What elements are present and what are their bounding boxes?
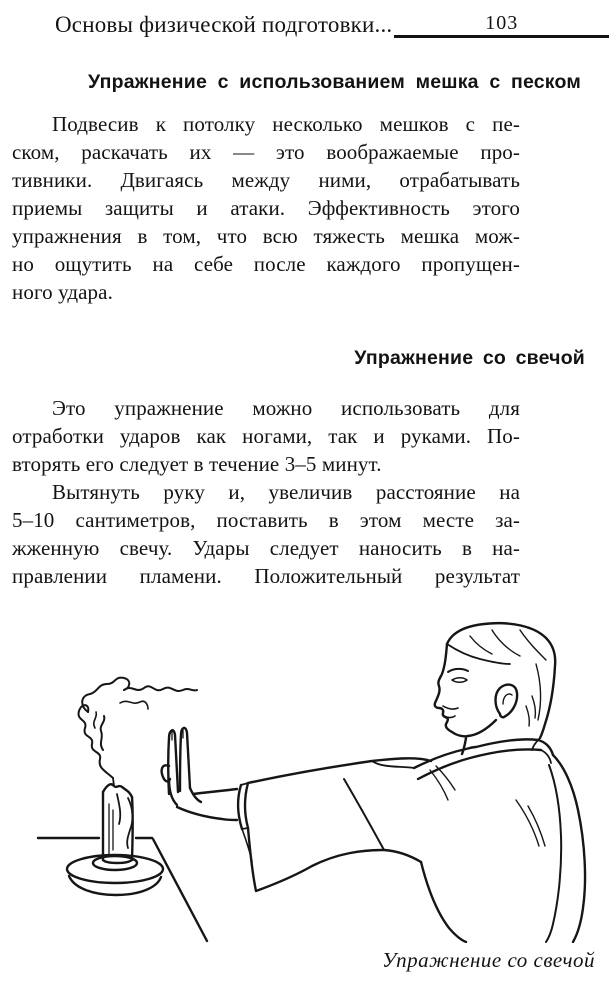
man-head [435, 623, 555, 754]
text-line: но ощутить на себе после каждого пропущен- [12, 252, 520, 276]
forearm [177, 789, 237, 820]
text-line: упражнения в том, что всю тяжесть мешка мож- [12, 224, 520, 248]
candle [103, 778, 133, 863]
text-column [12, 394, 520, 590]
text-line: жженную свечу. Удары следует наносить в на- [12, 536, 520, 560]
figure-caption: Упражнение со свечой [382, 948, 595, 972]
running-header-title: Основы физической подготовки... [55, 12, 393, 37]
gi-collar [414, 739, 553, 779]
man-torso [372, 755, 585, 942]
candle-holder [67, 855, 163, 895]
section-heading-sandbag: Упражнение с использованием мешка с песком [88, 71, 581, 93]
text-line: ного удара. [12, 280, 113, 304]
page-number: 103 [485, 12, 519, 34]
text-line: вторять его следует в течение 3–5 минут. [12, 452, 382, 476]
text-line: Подвесив к потолку несколько мешков с пе- [52, 112, 520, 136]
candle-strike-illustration [0, 608, 609, 943]
text-line: отработки ударов как ногами, так и руками. По- [12, 424, 520, 448]
text-line: приемы защиты и атаки. Эффективность этого [12, 196, 520, 220]
paragraph-candle-method [12, 478, 520, 590]
paragraph-sandbag [12, 110, 520, 306]
text-line: тивники. Двигаясь между ними, отрабатывать [12, 168, 520, 192]
text-line: Это упражнение можно использовать для [52, 396, 520, 420]
page-number-rule [394, 12, 609, 38]
text-line: правлении пламени. Положительный результат [12, 564, 520, 588]
text-line: 5–10 сантиметров, поставить в этом месте за- [12, 508, 520, 532]
sleeve [238, 758, 431, 891]
table [38, 838, 207, 941]
text-line: Вытянуть руку и, увеличив расстояние на [52, 480, 520, 504]
section-heading-candle: Упражнение со свечой [354, 347, 585, 369]
running-header [55, 12, 609, 38]
text-line: ском, раскачать их — это воображаемые про- [12, 140, 520, 164]
candle-strike-figure [0, 608, 609, 973]
text-column [12, 110, 520, 306]
paragraph-candle-intro [12, 394, 520, 478]
